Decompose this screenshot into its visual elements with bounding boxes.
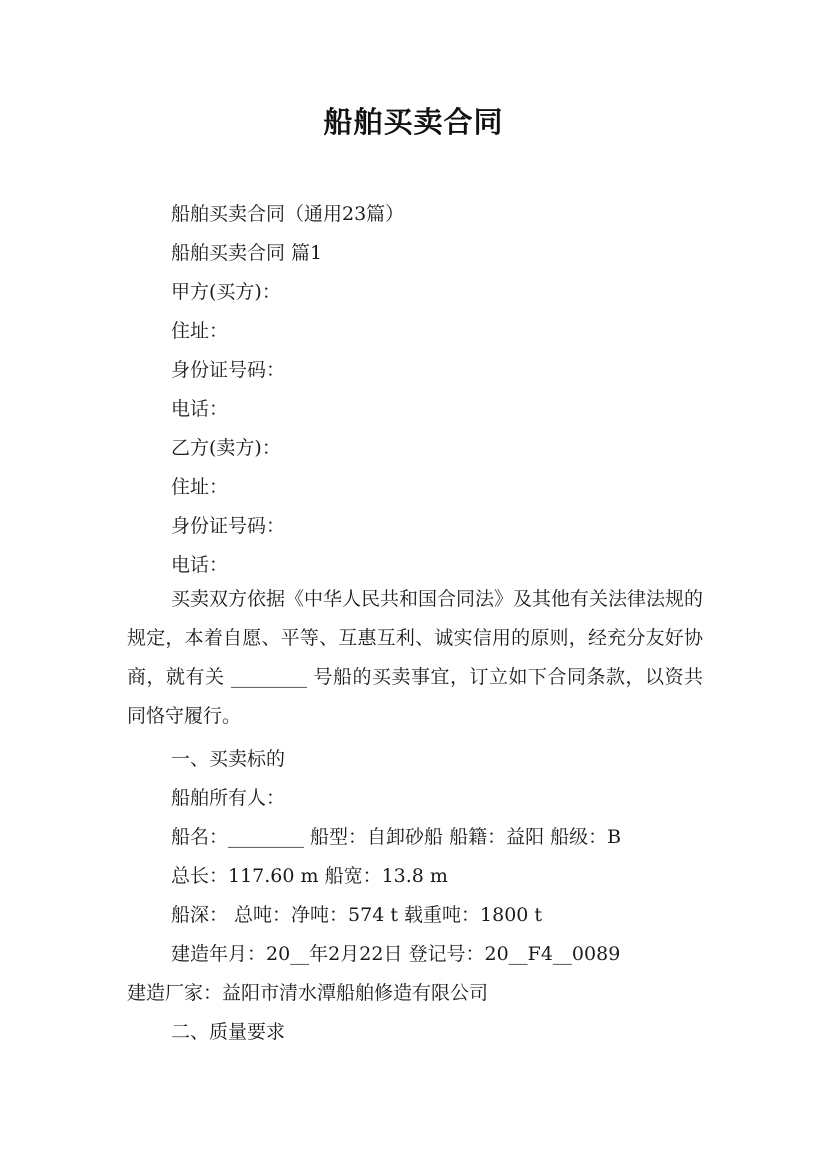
owner-label: 船舶所有人： (171, 787, 286, 809)
party-a-id-label: 身份证号码： (171, 359, 286, 381)
document-subtitle: 船舶买卖合同（通用23篇） (171, 203, 405, 225)
party-a-phone-label: 电话： (171, 398, 229, 420)
clause-2-heading: 二、质量要求 (171, 1021, 286, 1043)
ship-info-line-1: 船名：________ 船型：自卸砂船 船籍：益阳 船级：B (171, 826, 622, 848)
party-a-label: 甲方(买方)： (171, 281, 281, 303)
party-b-id-label: 身份证号码： (171, 515, 286, 537)
preamble-paragraph: 买卖双方依据《中华人民共和国合同法》及其他有关法律法规的规定，本着自愿、平等、互惠互利、诚实信用的原则，经充分友好协商，就有关 ________ 号船的买卖事宜，订立如下合同条款，以资共同恪守履行。 (127, 588, 704, 727)
section-heading: 船舶买卖合同 篇1 (171, 242, 323, 264)
clause-1-heading: 一、买卖标的 (171, 748, 286, 770)
document-title: 船舶买卖合同 (323, 105, 504, 139)
builder-line: 建造厂家：益阳市清水潭船舶修造有限公司 (127, 982, 489, 1004)
party-b-label: 乙方(卖方)： (171, 437, 281, 459)
ship-info-line-4: 建造年月：20__年2月22日 登记号：20__F4__0089 (171, 943, 621, 965)
party-b-phone-label: 电话： (171, 554, 229, 576)
party-a-address-label: 住址： (171, 320, 229, 342)
ship-info-line-3: 船深： 总吨：净吨：574 t 载重吨：1800 t (171, 904, 543, 926)
ship-info-line-2: 总长：117.60 m 船宽：13.8 m (171, 865, 448, 887)
party-b-address-label: 住址： (171, 476, 229, 498)
